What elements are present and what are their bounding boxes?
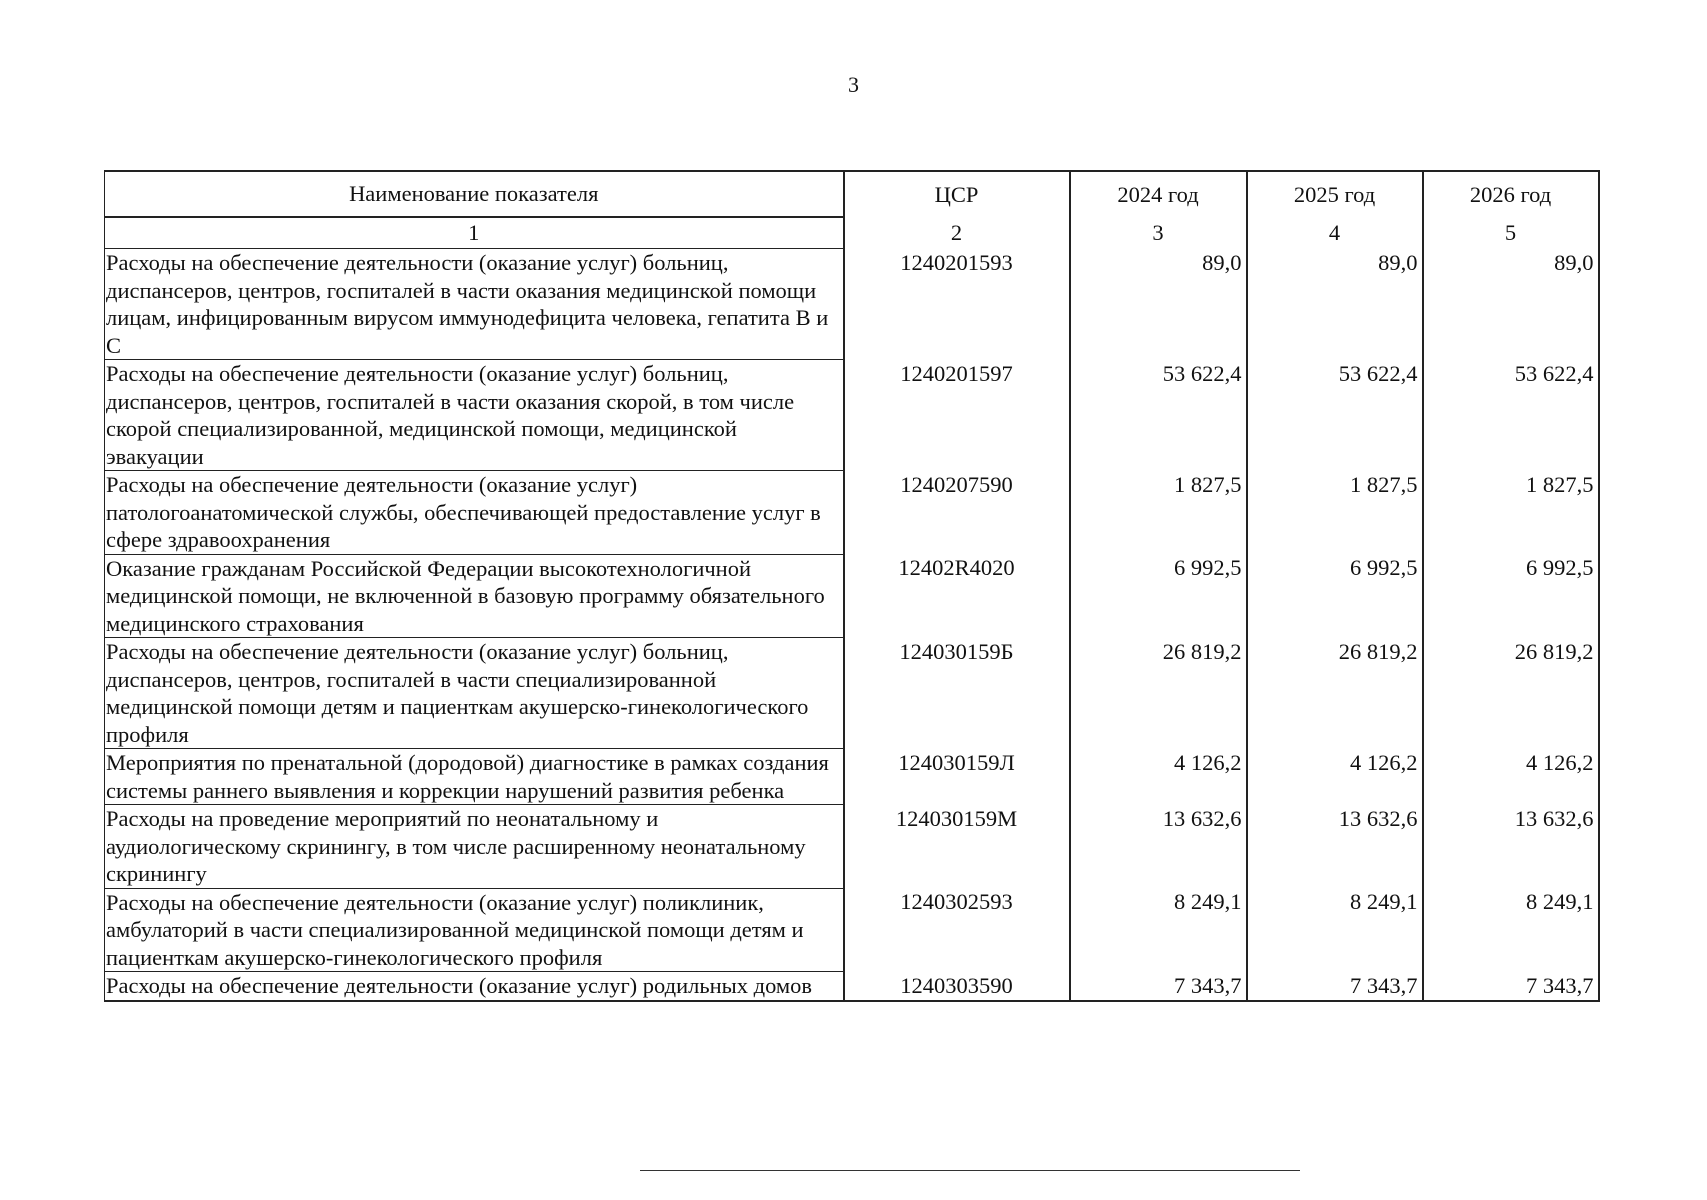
table-row — [105, 554, 1599, 638]
row-value-2026: 53 622,4 — [1423, 360, 1599, 471]
row-csr: 1240201597 — [844, 360, 1070, 471]
row-value-2025: 7 343,7 — [1247, 972, 1423, 1001]
row-value-2026: 8 249,1 — [1423, 888, 1599, 972]
row-value-2024: 6 992,5 — [1070, 554, 1247, 638]
row-value-2024: 13 632,6 — [1070, 805, 1247, 889]
row-name: Расходы на обеспечение деятельности (оказание услуг) больниц, диспансеров, центров, госпиталей в части оказания скорой, в том числе скорой специализированной, медицинской помощи, медицинской эвакуации — [105, 360, 844, 471]
row-csr: 12402R4020 — [844, 554, 1070, 638]
budget-table — [104, 170, 1600, 1002]
row-value-2025: 89,0 — [1247, 249, 1423, 360]
table-row — [105, 805, 1599, 889]
header-name: Наименование показателя — [105, 171, 844, 217]
row-name: Расходы на проведение мероприятий по неонатальному и аудиологическому скринингу, в том числе расширенному неонатальному скринингу — [105, 805, 844, 889]
row-value-2026: 1 827,5 — [1423, 471, 1599, 555]
row-csr: 1240302593 — [844, 888, 1070, 972]
row-csr: 124030159М — [844, 805, 1070, 889]
row-csr: 124030159Б — [844, 638, 1070, 749]
column-number: 1 — [105, 217, 844, 249]
bottom-rule — [640, 1170, 1300, 1171]
row-name: Расходы на обеспечение деятельности (оказание услуг) родильных домов — [105, 972, 844, 1001]
row-name: Расходы на обеспечение деятельности (оказание услуг) больниц, диспансеров, центров, госпиталей в части оказания медицинской помощи лицам, инфицированным вирусом иммунодефицита человека, гепатита В и С — [105, 249, 844, 360]
row-name: Расходы на обеспечение деятельности (оказание услуг) больниц, диспансеров, центров, госпиталей в части специализированной медицинской помощи детям и пациенткам акушерско-гинекологического профиля — [105, 638, 844, 749]
row-value-2026: 13 632,6 — [1423, 805, 1599, 889]
table-row — [105, 888, 1599, 972]
row-csr: 124030159Л — [844, 749, 1070, 805]
row-value-2025: 53 622,4 — [1247, 360, 1423, 471]
row-csr: 1240303590 — [844, 972, 1070, 1001]
header-year-2025: 2025 год — [1247, 171, 1423, 217]
table-row — [105, 972, 1599, 1001]
table-row — [105, 749, 1599, 805]
row-value-2024: 53 622,4 — [1070, 360, 1247, 471]
row-value-2026: 26 819,2 — [1423, 638, 1599, 749]
row-csr: 1240207590 — [844, 471, 1070, 555]
column-number-row — [105, 217, 1599, 249]
row-value-2024: 1 827,5 — [1070, 471, 1247, 555]
header-csr: ЦСР — [844, 171, 1070, 217]
column-number: 5 — [1423, 217, 1599, 249]
column-number: 4 — [1247, 217, 1423, 249]
row-value-2024: 4 126,2 — [1070, 749, 1247, 805]
row-value-2026: 4 126,2 — [1423, 749, 1599, 805]
page-number: 3 — [848, 72, 859, 97]
row-value-2024: 89,0 — [1070, 249, 1247, 360]
header-row — [105, 171, 1599, 217]
table-row — [105, 638, 1599, 749]
row-name: Оказание гражданам Российской Федерации высокотехнологичной медицинской помощи, не включенной в базовую программу обязательного медицинского страхования — [105, 554, 844, 638]
row-value-2025: 8 249,1 — [1247, 888, 1423, 972]
row-name: Мероприятия по пренатальной (дородовой) диагностике в рамках создания системы раннего выявления и коррекции нарушений развития ребенка — [105, 749, 844, 805]
row-name: Расходы на обеспечение деятельности (оказание услуг) поликлиник, амбулаторий в части специализированной медицинской помощи детям и пациенткам акушерско-гинекологического профиля — [105, 888, 844, 972]
row-value-2025: 1 827,5 — [1247, 471, 1423, 555]
table-row — [105, 249, 1599, 360]
row-value-2024: 26 819,2 — [1070, 638, 1247, 749]
header-year-2026: 2026 год — [1423, 171, 1599, 217]
row-name: Расходы на обеспечение деятельности (оказание услуг) патологоанатомической службы, обеспечивающей предоставление услуг в сфере здравоохранения — [105, 471, 844, 555]
column-number: 3 — [1070, 217, 1247, 249]
row-value-2026: 7 343,7 — [1423, 972, 1599, 1001]
row-value-2026: 6 992,5 — [1423, 554, 1599, 638]
row-value-2024: 7 343,7 — [1070, 972, 1247, 1001]
row-value-2025: 6 992,5 — [1247, 554, 1423, 638]
table-row — [105, 471, 1599, 555]
header-year-2024: 2024 год — [1070, 171, 1247, 217]
row-value-2025: 4 126,2 — [1247, 749, 1423, 805]
row-value-2026: 89,0 — [1423, 249, 1599, 360]
row-csr: 1240201593 — [844, 249, 1070, 360]
row-value-2024: 8 249,1 — [1070, 888, 1247, 972]
column-number: 2 — [844, 217, 1070, 249]
row-value-2025: 26 819,2 — [1247, 638, 1423, 749]
row-value-2025: 13 632,6 — [1247, 805, 1423, 889]
table-row — [105, 360, 1599, 471]
